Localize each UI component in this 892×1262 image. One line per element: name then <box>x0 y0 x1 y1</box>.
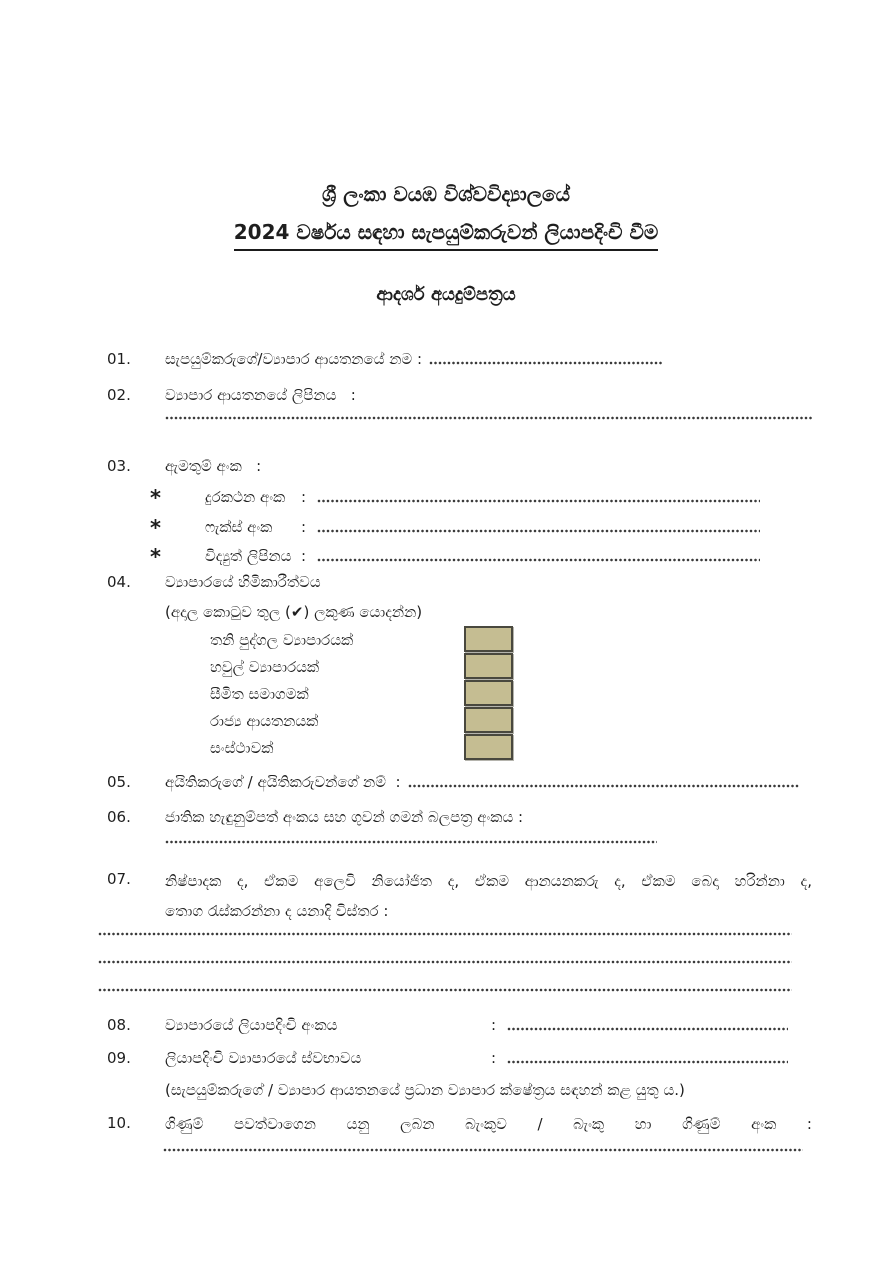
ownership-option-sole-proprietorship: තනි පුද්ගල ව්‍යාපාරයක් <box>210 631 354 649</box>
email-fill-line <box>317 558 760 562</box>
registration-number-fill-line <box>507 1027 788 1031</box>
ownership-checkbox-partnership[interactable] <box>464 653 513 679</box>
telephone-fill-line <box>317 499 760 503</box>
details-fill-line-2 <box>98 960 792 964</box>
telephone-colon: : <box>301 488 307 506</box>
nature-of-business-fill-line <box>507 1060 788 1064</box>
email-label: විද්‍යුත් ලිපිනය <box>205 547 292 565</box>
supplier-name-fill-line <box>429 361 663 365</box>
supplier-name-label: සැපයුම්කරුගේ/ව්‍යාපාර ආයතනයේ නම : <box>165 350 423 368</box>
registration-number-colon: : <box>491 1016 497 1034</box>
item-number-10-row <box>107 1112 165 1134</box>
item-number-09: 09. <box>107 1049 131 1067</box>
item-number-02: 02. <box>107 386 131 404</box>
owner-names-fill-line <box>408 784 800 788</box>
ownership-option-limited-company: සීමිත සමාගමක් <box>210 685 309 703</box>
ownership-option-corporation: සංස්ථාවක් <box>210 739 274 757</box>
item-number-07: 07. <box>107 870 131 888</box>
field-email-address <box>150 545 760 567</box>
asterisk-bullet-icon: * <box>150 516 161 540</box>
asterisk-bullet-icon: * <box>150 545 161 569</box>
field-supplier-name <box>107 348 663 370</box>
business-address-fill-line <box>165 416 813 420</box>
field-nature-of-business <box>107 1047 788 1069</box>
university-title: ශ්‍රී ලංකා වයඹ විශ්වවිද්‍යාලයේ <box>321 182 571 206</box>
form-title <box>0 220 892 251</box>
email-colon: : <box>301 547 307 565</box>
nic-passport-fill-line <box>165 840 657 844</box>
bank-accounts-label: ගිණුම් පවත්වාගෙන යනු ලබන බැංකුව / බැංකු හා ගිණුම් අංක : <box>165 1115 812 1133</box>
owner-names-label: අයිතිකරුගේ / අයිතිකරුවන්ගේ නම් : <box>165 773 401 791</box>
item-number-08: 08. <box>107 1016 131 1034</box>
item-number-10: 10. <box>107 1114 131 1132</box>
item-number-01: 01. <box>107 350 131 368</box>
contact-numbers-label: ඇමතුම් අංක : <box>165 457 262 475</box>
ownership-option-government-institution: රාජ්‍ය ආයතනයක් <box>210 712 319 730</box>
field-telephone-number <box>150 486 760 508</box>
details-fill-line-1 <box>98 932 792 936</box>
item-number-07-row <box>107 868 165 890</box>
fax-label: ෆැක්ස් අංක <box>205 518 273 536</box>
registration-number-label: ව්‍යාපාරයේ ලියාපදිංචි අංකය <box>165 1016 338 1034</box>
ownership-checkbox-corporation[interactable] <box>464 734 513 760</box>
nature-of-business-note: (සැපයුම්කරුගේ / ව්‍යාපාර ආයතනයේ ප්‍රධාන ව්‍යාපාර ක්ෂේත්‍රය සඳහන් කළ යුතු ය.) <box>165 1081 685 1099</box>
field-contact-numbers <box>107 455 812 477</box>
bank-accounts-fill-line <box>163 1148 803 1152</box>
ownership-checkbox-government-institution[interactable] <box>464 707 513 733</box>
form-title-text: 2024 වර්ෂය සඳහා සැපයුම්කරුවන් ලියාපදිංචි වීම <box>234 220 658 251</box>
item-number-05: 05. <box>107 773 131 791</box>
item-number-06: 06. <box>107 808 131 826</box>
nature-of-business-colon: : <box>491 1049 497 1067</box>
asterisk-bullet-icon: * <box>150 486 161 510</box>
field-business-registration-number <box>107 1014 788 1036</box>
ownership-checkbox-limited-company[interactable] <box>464 680 513 706</box>
manufacturer-agent-details-line1: නිෂ්පාදක ද, ඒකම අලෙවි නියෝජිත ද, ඒකම ආනයනකරු ද, ඒකම බෙදා හරින්නා ද, <box>165 872 812 890</box>
fax-fill-line <box>317 529 760 533</box>
field-nic-passport <box>107 806 812 828</box>
field-fax-number <box>150 516 760 538</box>
nature-of-business-label: ලියාපදිංචි ව්‍යාපාරයේ ස්වභාවය <box>165 1049 362 1067</box>
business-address-label: ව්‍යාපාර ආයතනයේ ලිපිනය : <box>165 386 356 404</box>
fax-colon: : <box>301 518 307 536</box>
item-number-03: 03. <box>107 457 131 475</box>
ownership-checkbox-sole-proprietorship[interactable] <box>464 626 513 652</box>
telephone-label: දුරකථන අංක <box>205 488 286 506</box>
field-business-address <box>107 384 812 406</box>
manufacturer-agent-details-line2: තොග රැස්කරන්නා ද යනාදි විස්තර : <box>165 902 389 920</box>
ownership-label: ව්‍යාපාරයේ හිමිකාරීත්වය <box>165 573 321 591</box>
field-business-ownership <box>107 571 812 593</box>
ownership-option-partnership: හවුල් ව්‍යාපාරයක් <box>210 658 320 676</box>
field-owner-names <box>107 771 800 793</box>
details-fill-line-3 <box>98 988 792 992</box>
ownership-tick-instruction: (අදාල කොටුව තුල (✔) ලකුණ යොදන්න) <box>165 603 423 621</box>
form-subtitle: ආදර්ශ අයදුම්පත්‍රය <box>376 284 516 305</box>
item-number-04: 04. <box>107 573 131 591</box>
nic-passport-label: ජාතික හැඳුනුම්පත් අංකය සහ ගුවන් ගමන් බලපත්‍ර අංකය : <box>165 808 524 826</box>
